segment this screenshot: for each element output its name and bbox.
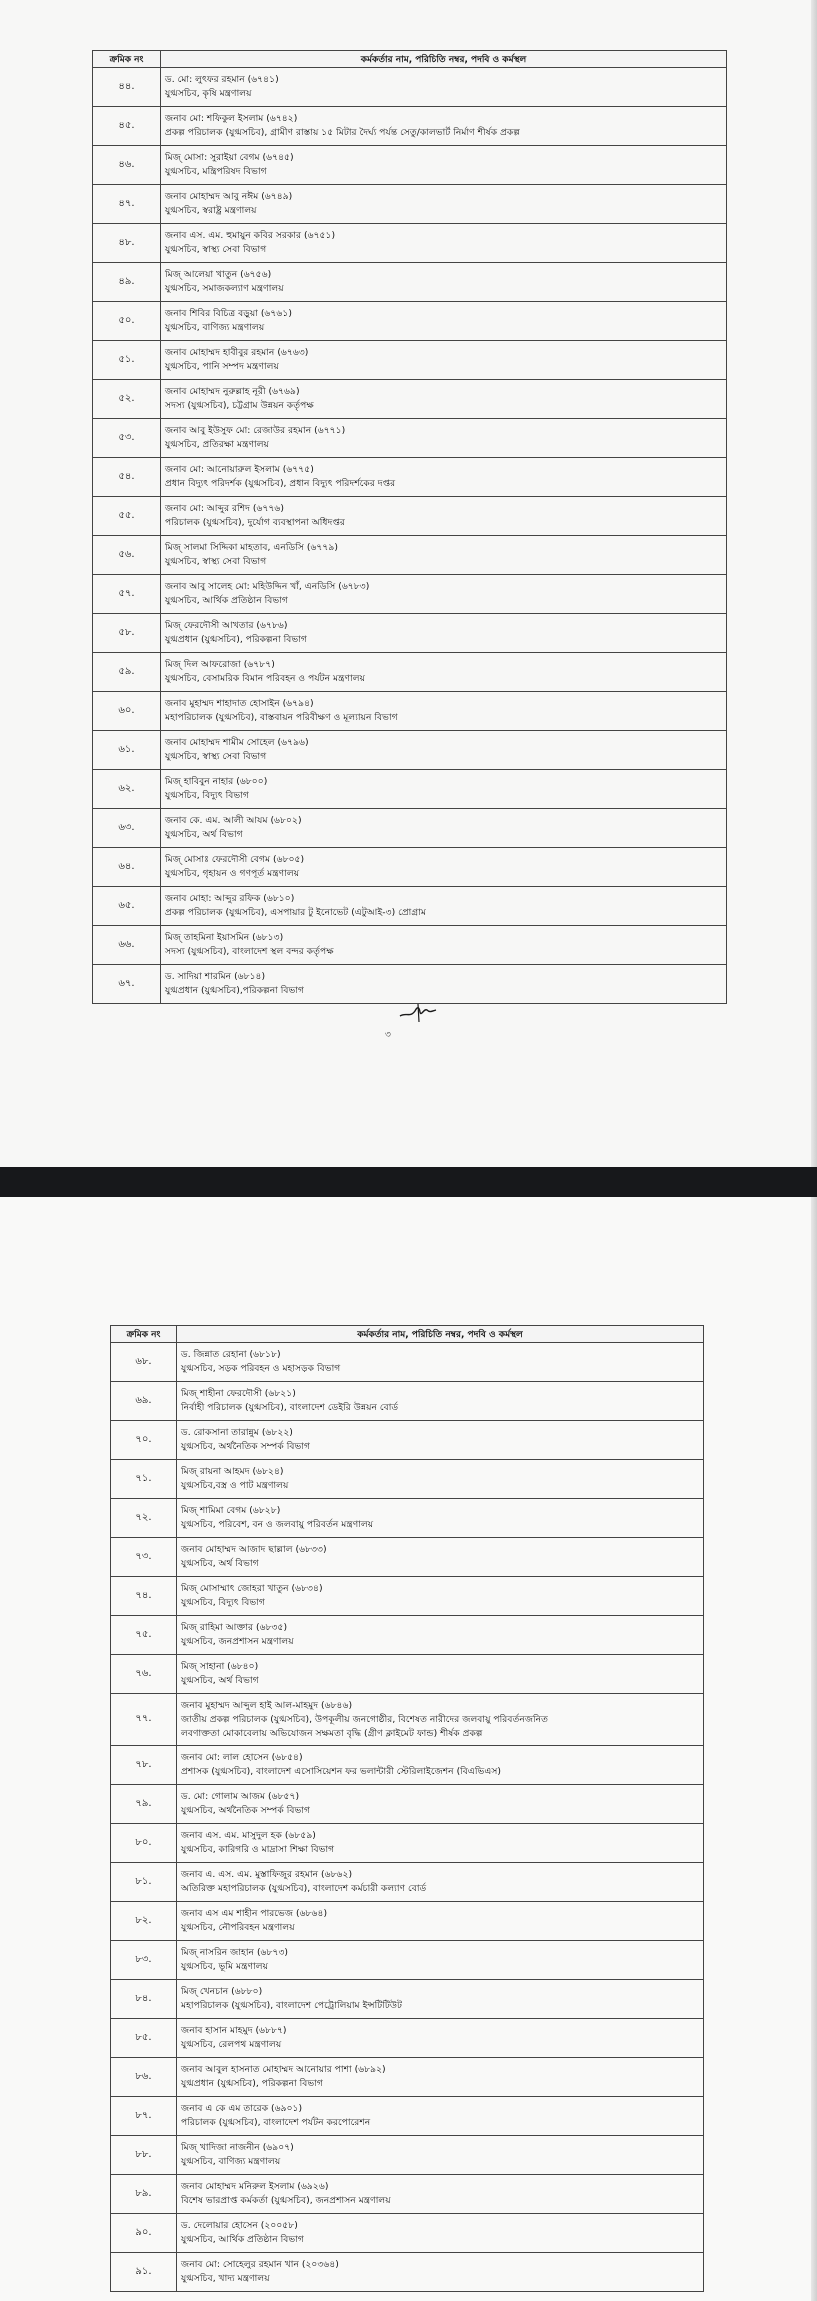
page-number: ৩: [385, 1030, 391, 1040]
table-row: [93, 848, 727, 887]
officer-designation: যুগ্মসচিব, বাণিজ্য মন্ত্রণালয়: [181, 2156, 281, 2167]
serial-number: ৭১.: [111, 1460, 177, 1499]
table-row: [111, 1785, 704, 1824]
officer-designation: যুগ্মসচিব, অর্থ বিভাগ: [181, 1558, 259, 1569]
officer-designation: যুগ্মসচিব, নৌপরিবহন মন্ত্রণালয়: [181, 1922, 295, 1933]
officer-info: [177, 2019, 704, 2058]
table-row: [93, 341, 727, 380]
officer-designation: নির্বাহী পরিচালক (যুগ্মসচিব), বাংলাদেশ ডেইরি উন্নয়ন বোর্ড: [181, 1402, 399, 1413]
table-row: [93, 380, 727, 419]
officer-info: [177, 1980, 704, 2019]
table-row: [93, 419, 727, 458]
serial-number: ৭৯.: [111, 1785, 177, 1824]
officer-designation: যুগ্মসচিব, স্বাস্থ্য সেবা বিভাগ: [165, 751, 267, 762]
officer-info: [177, 1616, 704, 1655]
officer-info: [177, 1941, 704, 1980]
officer-info: [161, 380, 727, 419]
serial-number: ৫৭.: [93, 575, 161, 614]
serial-number: ৫১.: [93, 341, 161, 380]
table-row: [111, 1616, 704, 1655]
officer-info: [161, 887, 727, 926]
table-row: [111, 1980, 704, 2019]
officer-designation: মহাপরিচালক (যুগ্মসচিব), বাস্তবায়ন পরিবীক্ষণ ও মূল্যায়ন বিভাগ: [165, 712, 398, 723]
table-row: [111, 1746, 704, 1785]
serial-number: ৮০.: [111, 1824, 177, 1863]
officer-info: [177, 1785, 704, 1824]
column-header-serial: ক্রমিক নং: [111, 1326, 177, 1343]
officer-designation: মহাপরিচালক (যুগ্মসচিব), বাংলাদেশ পেট্রোলিয়াম ইন্সটিটিউট: [181, 2000, 403, 2011]
officer-info: [161, 341, 727, 380]
table-row: [111, 1655, 704, 1694]
table-row: [111, 1343, 704, 1382]
officer-name: মিজ্ সালমা সিদ্দিকা মাহতাব, এনডিসি (৬৭৭৯): [165, 542, 338, 553]
table-row: [93, 146, 727, 185]
officer-designation: যুগ্মসচিব, অর্থনৈতিক সম্পর্ক বিভাগ: [181, 1441, 310, 1452]
officer-designation: যুগ্মসচিব, পরিবেশ, বন ও জলবায়ু পরিবর্তন মন্ত্রণালয়: [181, 1519, 374, 1530]
serial-number: ৫৩.: [93, 419, 161, 458]
officer-name: জনাব এস. এম. হুমায়ুন কবির সরকার (৬৭৫১): [165, 230, 336, 241]
officer-designation: যুগ্মসচিব, অর্থ বিভাগ: [181, 1675, 259, 1686]
table-row: [111, 1824, 704, 1863]
officer-info: [177, 2058, 704, 2097]
officer-name: জনাব মোহাম্মদ আবু নঈম (৬৭৪৯): [165, 191, 293, 202]
officer-info: [161, 575, 727, 614]
serial-number: ৪৪.: [93, 68, 161, 107]
officer-designation: যুগ্মসচিব, রেলপথ মন্ত্রণালয়: [181, 2039, 282, 2050]
officer-name: মিজ্ সাহানা (৬৮৪০): [181, 1661, 259, 1672]
officer-name: জনাব মোহা: আব্দুর রফিক (৬৮১০): [165, 893, 295, 904]
officer-info: [161, 926, 727, 965]
serial-number: ৭৩.: [111, 1538, 177, 1577]
officer-info: [177, 1902, 704, 1941]
officer-designation: যুগ্মসচিব, গৃহায়ন ও গণপূর্ত মন্ত্রণালয়: [165, 868, 300, 879]
page-edge-shadow: [811, 1197, 817, 2301]
serial-number: ৪৭.: [93, 185, 161, 224]
officer-name: জনাব মো: সোহেলুর রহমান খান (২০৩৬৪): [181, 2259, 339, 2270]
serial-number: ৮৫.: [111, 2019, 177, 2058]
officer-name: জনাব মোহাম্মদ নুরুল্লাহ নূরী (৬৭৬৯): [165, 386, 300, 397]
officer-designation: যুগ্মপ্রধান (যুগ্মসচিব), পরিকল্পনা বিভাগ: [181, 2078, 323, 2089]
officer-info: [161, 497, 727, 536]
table-row: [111, 2136, 704, 2175]
officer-designation: যুগ্মসচিব, সড়ক পরিবহন ও মহাসড়ক বিভাগ: [181, 1363, 341, 1374]
serial-number: ৫৫.: [93, 497, 161, 536]
officer-info: [161, 107, 727, 146]
table-row: [93, 575, 727, 614]
officer-info: [177, 1655, 704, 1694]
officer-name: মিজ্ ফেরদৌসী আখতার (৬৭৮৬): [165, 620, 288, 631]
table-row: [111, 2214, 704, 2253]
table-row: [93, 497, 727, 536]
serial-number: ৬০.: [93, 692, 161, 731]
serial-number: ৬৪.: [93, 848, 161, 887]
column-header-officer-info: কর্মকর্তার নাম, পরিচিতি নম্বর, পদবি ও কর্মস্থল: [161, 51, 727, 68]
officer-designation: প্রকল্প পরিচালক (যুগ্মসচিব), গ্রামীণ রাস্তায় ১৫ মিটার দৈর্ঘ্য পর্যন্ত সেতু/কালভার্ট নির্মাণ শীর্ষক প্রকল্প: [165, 127, 520, 138]
officer-name: জনাব মোহাম্মদ হাবীবুর রহমান (৬৭৬৩): [165, 347, 309, 358]
serial-number: ৭৮.: [111, 1746, 177, 1785]
officer-name: জনাব আবু ইউসুফ মো: রেজাউর রহমান (৬৭৭১): [165, 425, 346, 436]
serial-number: ৭৬.: [111, 1655, 177, 1694]
officer-name: মিজ্ মোসাঃ ফেরদৌসী বেগম (৬৮০৫): [165, 854, 305, 865]
table-row: [111, 2175, 704, 2214]
serial-number: ৫০.: [93, 302, 161, 341]
serial-number: ৬১.: [93, 731, 161, 770]
table-row: [111, 1902, 704, 1941]
officer-designation: যুগ্মসচিব, সমাজকল্যাণ মন্ত্রণালয়: [165, 283, 284, 294]
serial-number: ৮৭.: [111, 2097, 177, 2136]
serial-number: ৪৫.: [93, 107, 161, 146]
serial-number: ৮৮.: [111, 2136, 177, 2175]
officer-info: [161, 770, 727, 809]
serial-number: ৭২.: [111, 1499, 177, 1538]
officer-designation: প্রশাসক (যুগ্মসচিব), বাংলাদেশ এসোসিয়েশন ফর ভলান্টারী স্টেরিলাইজেশন (বিএভিএস): [181, 1766, 502, 1777]
serial-number: ৭৫.: [111, 1616, 177, 1655]
serial-number: ৯০.: [111, 2214, 177, 2253]
officer-info: [161, 614, 727, 653]
serial-number: ৯১.: [111, 2253, 177, 2292]
table-row: [93, 68, 727, 107]
table-row: [111, 1460, 704, 1499]
officer-info: [161, 848, 727, 887]
table-row: [111, 1577, 704, 1616]
officer-name: জনাব এস এম শাহীন পারভেজ (৬৮৬৪): [181, 1908, 328, 1919]
officer-designation: যুগ্মসচিব, আর্থিক প্রতিষ্ঠান বিভাগ: [165, 595, 288, 606]
officer-designation: সদস্য (যুগ্মসচিব), চট্টগ্রাম উন্নয়ন কর্তৃপক্ষ: [165, 400, 314, 411]
officer-info: [177, 1460, 704, 1499]
officer-designation: যুগ্মসচিব,বস্ত্র ও পাট মন্ত্রণালয়: [181, 1480, 289, 1491]
serial-number: ৫৯.: [93, 653, 161, 692]
table-row: [93, 185, 727, 224]
officer-info: [177, 1499, 704, 1538]
officer-designation: অতিরিক্ত মহাপরিচালক (যুগ্মসচিব), বাংলাদেশ কর্মচারী কল্যাণ বোর্ড: [181, 1883, 427, 1894]
page-edge-shadow: [811, 0, 817, 1167]
serial-number: ৪৯.: [93, 263, 161, 302]
serial-number: ৮৯.: [111, 2175, 177, 2214]
officer-name: মিজ্ শাহীনা ফেরদৌসী (৬৮২১): [181, 1388, 296, 1399]
officer-info: [161, 302, 727, 341]
serial-number: ৮২.: [111, 1902, 177, 1941]
officer-name: জনাব মো: আব্দুর রশিদ (৬৭৭৬): [165, 503, 284, 514]
officer-designation: যুগ্মসচিব, পানি সম্পদ মন্ত্রণালয়: [165, 361, 279, 372]
officer-name: মিজ্ খাদিজা নাজনীন (৬৯০৭): [181, 2142, 294, 2153]
officer-designation: যুগ্মসচিব, কৃষি মন্ত্রণালয়: [165, 88, 252, 99]
table-row: [93, 926, 727, 965]
officer-info: [161, 419, 727, 458]
officer-name: ড. দেলোয়ার হোসেন (২০০৫৮): [181, 2220, 298, 2231]
officer-info: [177, 1824, 704, 1863]
officer-name: মিজ্ খেনচান (৬৮৮০): [181, 1986, 263, 1997]
serial-number: ৫৬.: [93, 536, 161, 575]
officer-name: জনাব মো: লাল হোসেন (৬৮৫৪): [181, 1752, 303, 1763]
officer-info: [177, 1343, 704, 1382]
table-row: [93, 770, 727, 809]
officer-name: মিজ্ রায়না আহমদ (৬৮২৪): [181, 1466, 284, 1477]
handwritten-signature: [398, 1002, 438, 1024]
officer-name: মিজ্ মোসাম্মাৎ জোহরা খাতুন (৬৮৩৪): [181, 1583, 323, 1594]
officer-name: জনাব মো: শফিকুল ইসলাম (৬৭৪২): [165, 113, 298, 124]
officer-name: জনাব শিবির বিচিত্র বড়ুয়া (৬৭৬১): [165, 308, 292, 319]
officer-designation: যুগ্মপ্রধান (যুগ্মসচিব),পরিকল্পনা বিভাগ: [165, 985, 305, 996]
table-row: [111, 1863, 704, 1902]
officer-name: ড. রোকসানা তারান্নুম (৬৮২২): [181, 1427, 293, 1438]
officer-info: [177, 2253, 704, 2292]
officer-name: জনাব এ কে এম তারেক (৬৯০১): [181, 2103, 303, 2114]
officer-designation: প্রকল্প পরিচালক (যুগ্মসচিব), এসপায়ার টু ইনোভেট (এটুআই-৩) প্রোগ্রাম: [165, 907, 426, 918]
serial-number: ৭৭.: [111, 1694, 177, 1746]
officer-designation: যুগ্মসচিব, বেসামরিক বিমান পরিবহন ও পর্যটন মন্ত্রণালয়: [165, 673, 366, 684]
table-row: [111, 1382, 704, 1421]
serial-number: ৫৪.: [93, 458, 161, 497]
officer-info: [177, 1382, 704, 1421]
officer-name: ড. জিন্নাত রেহানা (৬৮১৮): [181, 1349, 281, 1360]
table-row: [93, 536, 727, 575]
officer-name: জনাব মুহাম্মদ আব্দুল হাই আল-মাহমুদ (৬৮৪৬): [181, 1699, 353, 1711]
table-row: [93, 614, 727, 653]
table-row: [111, 2019, 704, 2058]
officer-name: ড. সাদিয়া শারমিন (৬৮১৪): [165, 971, 266, 982]
officer-designation: যুগ্মসচিব, অর্থনৈতিক সম্পর্ক বিভাগ: [181, 1805, 310, 1816]
table-row: [111, 1694, 704, 1746]
officer-designation: যুগ্মসচিব, মন্ত্রিপরিষদ বিভাগ: [165, 166, 267, 177]
officer-info: [177, 1538, 704, 1577]
officer-name: ড. মো: লুৎফর রহমান (৬৭৪১): [165, 74, 279, 85]
serial-number: ৮১.: [111, 1863, 177, 1902]
officer-info: [161, 185, 727, 224]
officer-info: [161, 458, 727, 497]
table-row: [93, 224, 727, 263]
officer-name: জনাব মুহাম্মদ শাহাদাত হোসাইন (৬৭৯৪): [165, 698, 314, 709]
column-header-officer-info: কর্মকর্তার নাম, পরিচিতি নম্বর, পদবি ও কর্মস্থল: [177, 1326, 704, 1343]
table-row: [93, 458, 727, 497]
officer-info: [161, 68, 727, 107]
officer-designation: যুগ্মসচিব, ভূমি মন্ত্রণালয়: [181, 1961, 268, 1972]
officer-info: [177, 1694, 704, 1746]
officer-designation: যুগ্মসচিব, বাণিজ্য মন্ত্রণালয়: [165, 322, 265, 333]
table-row: [111, 2058, 704, 2097]
serial-number: ৮৪.: [111, 1980, 177, 2019]
table-row: [93, 653, 727, 692]
serial-number: ৪৮.: [93, 224, 161, 263]
officer-name: জনাব মোহাম্মদ মনিরুল ইসলাম (৬৯২৬): [181, 2181, 329, 2192]
serial-number: ৬৬.: [93, 926, 161, 965]
officer-name: মিজ্ নাসরিন জাহান (৬৮৭৩): [181, 1947, 289, 1958]
table-row: [93, 965, 727, 1004]
officer-designation: যুগ্মসচিব, খাদ্য মন্ত্রণালয়: [181, 2273, 270, 2284]
table-row: [93, 692, 727, 731]
serial-number: ৬২.: [93, 770, 161, 809]
officer-info: [161, 731, 727, 770]
officer-name: মিজ্ তাহমিনা ইয়াসমিন (৬৮১৩): [165, 932, 284, 943]
officer-info: [177, 1421, 704, 1460]
page-separator: [0, 1167, 817, 1197]
officer-info: [177, 1863, 704, 1902]
officer-name: জনাব আবু সালেহ মো: মহিউদ্দিন খাঁ, এনডিসি (৬৭৮৩): [165, 581, 370, 592]
table-row: [111, 1421, 704, 1460]
column-header-serial: ক্রমিক নং: [93, 51, 161, 68]
table-row: [93, 107, 727, 146]
serial-number: ৮৬.: [111, 2058, 177, 2097]
table-row: [111, 2253, 704, 2292]
officer-info: [161, 146, 727, 185]
officer-designation: যুগ্মসচিব, আর্থিক প্রতিষ্ঠান বিভাগ: [181, 2234, 304, 2245]
serial-number: ৬৭.: [93, 965, 161, 1004]
officer-info: [177, 1746, 704, 1785]
officer-designation: প্রধান বিদ্যুৎ পরিদর্শক (যুগ্মসচিব), প্রধান বিদ্যুৎ পরিদর্শকের দপ্তর: [165, 478, 396, 489]
officer-designation: যুগ্মসচিব, প্রতিরক্ষা মন্ত্রণালয়: [165, 439, 269, 450]
table-row: [111, 1538, 704, 1577]
table-row: [111, 1941, 704, 1980]
officer-info: [161, 809, 727, 848]
serial-number: ৪৬.: [93, 146, 161, 185]
officer-info: [161, 692, 727, 731]
officer-info: [161, 263, 727, 302]
serial-number: ৭৪.: [111, 1577, 177, 1616]
officer-info: [161, 965, 727, 1004]
officer-designation: যুগ্মসচিব, বিদ্যুৎ বিভাগ: [165, 790, 249, 801]
officer-name: জনাব মো: আনোয়ারুল ইসলাম (৬৭৭৫): [165, 464, 314, 475]
officer-name: মিজ্ হাবিবুন নাহার (৬৮০০): [165, 776, 268, 787]
officer-name: জনাব এস. এম. মাসুদুল হক (৬৮৫৯): [181, 1830, 316, 1841]
officer-designation: যুগ্মসচিব, বিদ্যুৎ বিভাগ: [181, 1597, 265, 1608]
table-row: [93, 302, 727, 341]
officer-name: ড. মো: গোলাম আজম (৬৮৫৭): [181, 1791, 300, 1802]
officer-info: [161, 224, 727, 263]
serial-number: ৭০.: [111, 1421, 177, 1460]
officer-info: [177, 2214, 704, 2253]
serial-number: ৮৩.: [111, 1941, 177, 1980]
officer-table-page-2: [110, 1325, 704, 2292]
officer-designation: যুগ্মসচিব, অর্থ বিভাগ: [165, 829, 243, 840]
officer-name: মিজ্ আলেয়া খাতুন (৬৭৫৬): [165, 269, 272, 280]
serial-number: ৬৩.: [93, 809, 161, 848]
officer-name: জনাব মোহাম্মদ আজাদ ছাল্লাল (৬৮৩৩): [181, 1544, 327, 1555]
officer-info: [177, 2175, 704, 2214]
table-row: [93, 263, 727, 302]
serial-number: ৬৫.: [93, 887, 161, 926]
table-row: [93, 887, 727, 926]
officer-info: [177, 1577, 704, 1616]
officer-name: জনাব হাসান মাহমুদ (৬৮৮৭): [181, 2025, 287, 2036]
officer-designation: সদস্য (যুগ্মসচিব), বাংলাদেশ স্থল বন্দর কর্তৃপক্ষ: [165, 946, 334, 957]
officer-name: মিজ্ শামিমা বেগম (৬৮২৮): [181, 1505, 281, 1516]
serial-number: ৬৯.: [111, 1382, 177, 1421]
officer-name: জনাব কে. এম. আলী আযম (৬৮০২): [165, 815, 302, 826]
officer-designation: যুগ্মসচিব, স্বাস্থ্য সেবা বিভাগ: [165, 244, 267, 255]
officer-info: [177, 2097, 704, 2136]
officer-designation: পরিচালক (যুগ্মসচিব), দুর্যোগ ব্যবস্থাপনা অধিদপ্তর: [165, 517, 345, 528]
officer-name: জনাব আবুল হাসনাত মোহাম্মদ আনোয়ার পাশা (৬৮৯২): [181, 2064, 386, 2075]
officer-designation: যুগ্মসচিব, স্বরাষ্ট্র মন্ত্রণালয়: [165, 205, 257, 216]
officer-name: জনাব এ. এস. এম. মুস্তাফিজুর রহমান (৬৮৬২): [181, 1869, 353, 1880]
table-row: [111, 1499, 704, 1538]
officer-designation: যুগ্মপ্রধান (যুগ্মসচিব), পরিকল্পনা বিভাগ: [165, 634, 307, 645]
officer-name: মিজ্ দিল আফরোজা (৬৭৮৭): [165, 659, 275, 670]
officer-table-page-1: [92, 50, 727, 1004]
serial-number: ৫২.: [93, 380, 161, 419]
officer-designation: পরিচালক (যুগ্মসচিব), বাংলাদেশ পর্যটন করপোরেশন: [181, 2117, 371, 2128]
officer-name: মিজ্ মোসা: সুরাইয়া বেগম (৬৭৪৫): [165, 152, 294, 163]
officer-designation: জাতীয় প্রকল্প পরিচালক (যুগ্মসচিব), উপকূলীয় জনগোষ্ঠীর, বিশেষত নারীদের জলবায়ু পরিবর্তনজনিত: [181, 1713, 549, 1725]
officer-designation: যুগ্মসচিব, কারিগরি ও মাদ্রাসা শিক্ষা বিভাগ: [181, 1844, 335, 1855]
serial-number: ৬৮.: [111, 1343, 177, 1382]
officer-info: [161, 653, 727, 692]
officer-designation: যুগ্মসচিব, জনপ্রশাসন মন্ত্রণালয়: [181, 1636, 294, 1647]
officer-designation: লবণাক্ততা মোকাবেলায় অভিযোজন সক্ষমতা বৃদ্ধি (গ্রীণ ক্লাইমেট ফান্ড) শীর্ষক প্রকল্প: [181, 1727, 483, 1739]
officer-designation: বিশেষ ভারপ্রাপ্ত কর্মকর্তা (যুগ্মসচিব), জনপ্রশাসন মন্ত্রণালয়: [181, 2195, 391, 2206]
officer-info: [177, 2136, 704, 2175]
officer-info: [161, 536, 727, 575]
officer-designation: যুগ্মসচিব, স্বাস্থ্য সেবা বিভাগ: [165, 556, 267, 567]
table-row: [93, 809, 727, 848]
table-row: [93, 731, 727, 770]
table-row: [111, 2097, 704, 2136]
serial-number: ৫৮.: [93, 614, 161, 653]
officer-name: মিজ্ রাহিমা আক্তার (৬৮৩৫): [181, 1622, 288, 1633]
officer-name: জনাব মোহাম্মদ শামীম সোহেল (৬৭৯৬): [165, 737, 309, 748]
document-page-2: [0, 1197, 817, 2301]
